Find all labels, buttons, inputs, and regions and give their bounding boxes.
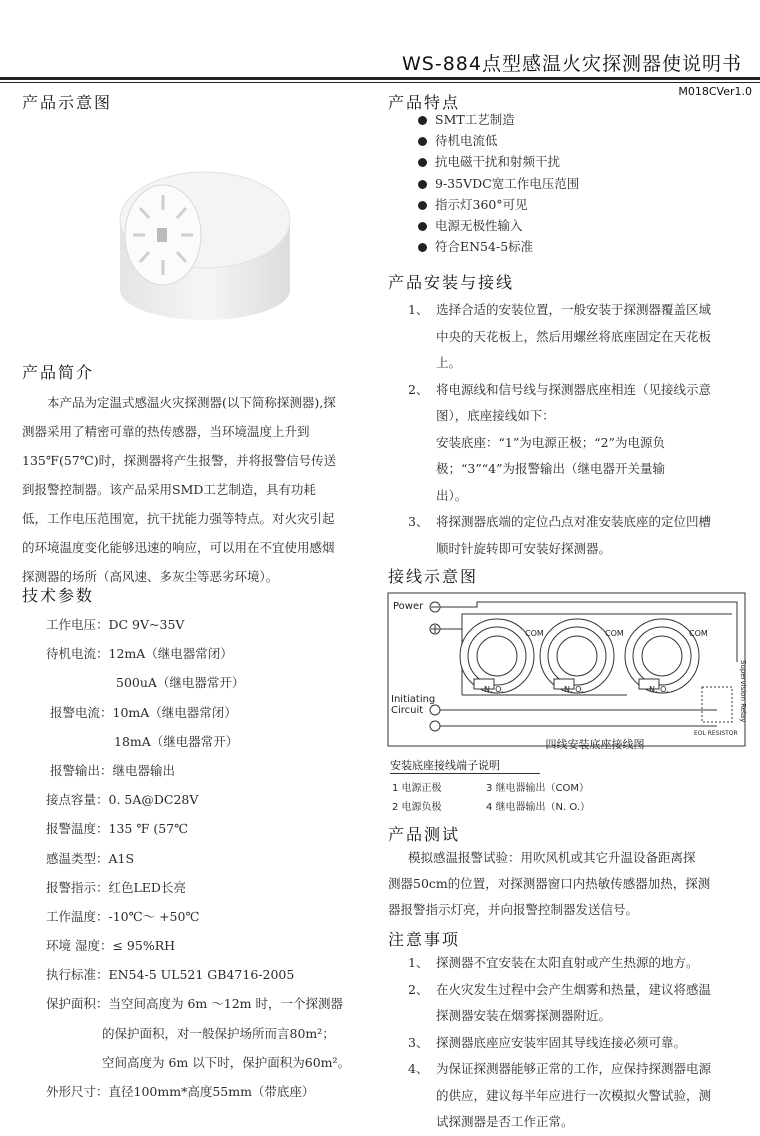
product-image-heading: 产品示意图	[22, 93, 113, 112]
bullet-icon	[418, 201, 427, 210]
spec-row: 工作温度：-10℃～ +50℃	[46, 908, 200, 924]
spec-row: 500uA（继电器常开）	[116, 675, 245, 691]
spec-row: 报警指示：红色LED长亮	[46, 879, 186, 895]
note-line: 探测器安装在烟雾探测器附近。	[436, 1008, 612, 1023]
detector-base	[625, 619, 699, 693]
intro-line: 的环境温度变化能够迅速的响应，可以用在不宜使用感烟	[22, 540, 335, 555]
note-item: 4、 为保证探测器能够正常的工作，应保持探测器电源	[408, 1061, 712, 1076]
spec-row: 工作电压：DC 9V~35V	[46, 617, 185, 632]
install-step-line: 上。	[436, 355, 462, 370]
bullet-icon	[418, 222, 427, 231]
install-heading: 产品安装与接线	[388, 273, 515, 292]
test-line: 模拟感温报警试验：用吹风机或其它升温设备距离探	[408, 850, 696, 865]
table-cell: 3 继电器输出（COM）	[486, 783, 590, 794]
install-step-line: 出）。	[436, 487, 468, 503]
detector-base	[460, 619, 534, 693]
no-label: N. O.	[484, 685, 504, 694]
spec-row: 报警输出：继电器输出	[50, 762, 176, 778]
spec-row: 的保护面积，对一般保护场所而言80m²；	[102, 1025, 335, 1041]
install-step: 3、 将探测器底端的定位凸点对准安装底座的定位凹槽	[408, 514, 712, 529]
install-steps	[408, 297, 748, 562]
power-label: Power	[393, 601, 424, 612]
wiring-heading: 接线示意图	[388, 567, 479, 586]
intro-heading: 产品简介	[22, 363, 95, 382]
spec-row: 报警电流：10mA（继电器常闭）	[50, 704, 237, 720]
install-step-line: 中央的天花板上，然后用螺丝将底座固定在天花板	[436, 328, 712, 344]
eol-resistor-label: EOL RESISTOR	[694, 730, 738, 737]
feature-item: SMT工艺制造	[418, 109, 579, 130]
com-label: COM	[605, 629, 624, 638]
relay-box	[702, 687, 732, 722]
circuit-label: Circuit	[391, 705, 424, 716]
test-line: 器报警指示灯亮，并向报警控制器发送信号。	[388, 902, 639, 917]
spec-row: 空间高度为 6m 以下时，保护面积为60m²。	[102, 1054, 351, 1070]
note-line: 的供应，建议每半年应进行一次模拟火警试验，测	[436, 1087, 712, 1103]
spec-row: 感温类型：A1S	[46, 850, 135, 866]
note-item: 1、 探测器不宜安装在太阳直射或产生热源的地方。	[408, 955, 699, 970]
install-step: 1、 选择合适的安装位置，一般安装于探测器覆盖区域	[408, 302, 712, 317]
terminal-table	[392, 777, 600, 815]
terminal-icon	[430, 721, 440, 731]
header-rule	[0, 77, 760, 80]
notes-list	[408, 950, 748, 1136]
spec-row: 环境 湿度：≤ 95%RH	[46, 938, 176, 954]
feature-item: 9-35VDC宽工作电压范围	[418, 173, 579, 194]
note-line: 试探测器是否工作正常。	[436, 1114, 574, 1129]
no-label: N. O.	[649, 685, 669, 694]
com-label: COM	[689, 629, 708, 638]
test-text	[388, 845, 748, 923]
feature-item: 符合EN54-5标准	[418, 236, 579, 257]
install-step: 2、 将电源线和信号线与探测器底座相连（见接线示意	[408, 381, 712, 397]
intro-line: 探测器的场所（高风速、多灰尘等恶劣环境）。	[22, 569, 279, 584]
test-heading: 产品测试	[388, 825, 461, 844]
supervision-relay-label: Supervision Relay	[739, 660, 747, 723]
feature-item: 抗电磁干扰和射频干扰	[418, 151, 579, 172]
bullet-icon	[418, 243, 427, 252]
spec-row: 报警温度：135 ℉ (57℃	[46, 821, 189, 837]
bullet-icon	[418, 137, 427, 146]
table-cell: 1 电源正极	[392, 783, 442, 794]
specs-heading: 技术参数	[22, 586, 95, 605]
feature-item: 电源无极性输入	[418, 215, 579, 236]
bullet-icon	[418, 116, 427, 125]
features-heading: 产品特点	[388, 93, 461, 112]
note-item: 2、 在火灾发生过程中会产生烟雾和热量，建议将感温	[408, 981, 712, 997]
spec-row: 执行标准：EN54-5 UL521 GB4716-2005	[46, 967, 295, 983]
install-step-line: 图），底座接线如下：	[436, 408, 555, 423]
no-label: N. O.	[564, 685, 584, 694]
feature-item: 待机电流低	[418, 130, 579, 151]
spec-row: 待机电流：12mA（继电器常闭）	[46, 646, 233, 662]
intro-line: 本产品为定温式感温火灾探测器(以下简称探测器),探	[47, 395, 336, 410]
wiring-diagram	[387, 592, 750, 752]
notes-heading: 注意事项	[388, 930, 461, 949]
document-title: WS-884点型感温火灾探测器使说明书	[402, 53, 742, 75]
specs-list	[46, 610, 376, 1106]
diagram-caption: 四线安装底座接线图	[545, 738, 645, 751]
intro-line: 到报警控制器。该产品采用SMD工艺制造，具有功耗	[22, 482, 316, 497]
detector-base	[540, 619, 614, 693]
initiating-label: Initiating	[391, 694, 436, 705]
note-item: 3、 探测器底座应安装牢固其导线连接必须可靠。	[408, 1034, 687, 1050]
spec-row: 保护面积：当空间高度为 6m ～12m 时，一个探测器	[46, 996, 343, 1012]
install-step-line: 顺时针旋转即可安装好探测器。	[436, 540, 612, 556]
install-step-line: 极；“3”“4”为报警输出（继电器开关量输	[436, 461, 665, 476]
intro-line: 测器采用了精密可靠的热传感器，当环境温度上升到	[22, 424, 310, 439]
test-line: 测器50cm的位置，对探测器窗口内热敏传感器加热，探测	[388, 876, 711, 891]
spec-row: 接点容量：0. 5A@DC28V	[46, 792, 199, 808]
document-version: M018CVer1.0	[678, 85, 752, 98]
features-list	[418, 109, 579, 257]
intro-line: 低，工作电压范围宽，抗干扰能力强等特点。对火灾引起	[22, 511, 335, 526]
table-cell: 4 继电器输出（N. O.）	[486, 802, 591, 813]
terminal-heading: 安装底座接线端子说明	[390, 757, 540, 774]
bullet-icon	[418, 158, 427, 167]
com-label: COM	[525, 629, 544, 638]
terminal-icon	[430, 705, 440, 715]
header-rule-thin	[0, 82, 760, 83]
table-row	[392, 777, 600, 796]
intro-text	[22, 388, 372, 591]
spec-row: 外形尺寸：直径100mm*高度55mm（带底座）	[46, 1084, 315, 1099]
detector-photo	[105, 140, 295, 325]
table-cell: 2 电源负极	[392, 802, 442, 813]
table-row	[392, 796, 600, 815]
feature-item: 指示灯360°可见	[418, 194, 579, 215]
bullet-icon	[418, 180, 427, 189]
install-step-line: 安装底座：“1”为电源正极；“2”为电源负	[436, 434, 665, 450]
spec-row: 18mA（继电器常开）	[114, 733, 239, 749]
intro-line: 135℉(57℃)时，探测器将产生报警，并将报警信号传送	[22, 453, 337, 468]
